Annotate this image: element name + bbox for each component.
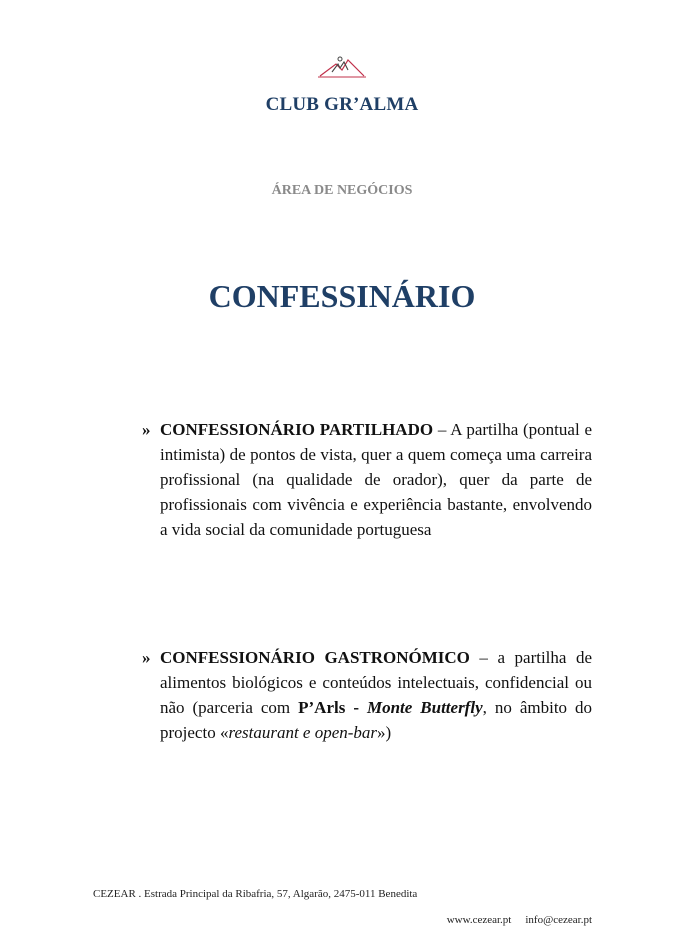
project-name: restaurant e open-bar [228, 723, 378, 742]
bullet-marker: » [142, 648, 151, 667]
section-heading: ÁREA DE NEGÓCIOS [271, 183, 413, 198]
item-heading: CONFESSIONÁRIO GASTRONÓMICO [160, 648, 470, 667]
website-link[interactable]: www.cezear.pt [446, 914, 512, 926]
partner-venue: Monte Butterfly [366, 698, 483, 717]
item-heading: CONFESSIONÁRIO PARTILHADO [160, 420, 434, 439]
item-description-part-a: – a partilha de alimentos biológicos e conteúdos intelectuais, confidencial ou não (parceria com [160, 648, 593, 717]
club-name: CLUB GR’ALMA [265, 94, 419, 115]
item-description-part-c: ») [377, 723, 392, 742]
club-gralma-logo-icon [318, 52, 366, 80]
item-description-part-b: , no âmbito do projecto « [160, 698, 593, 742]
footer-contact [447, 914, 592, 926]
list-item-gastronomic-confessional [142, 645, 593, 745]
item-description: – A partilha (pontual e intimista) de pontos de vista, quer a quem começa uma carreira profissional (na qualidade de orador), quer da parte de profissionais com vivência e experiência bastante, envolvendo a vida social da comunidade portuguesa [160, 420, 592, 539]
page-title: CONFESSINÁRIO [208, 278, 476, 314]
email-link[interactable]: info@cezear.pt [525, 914, 592, 926]
bullet-marker: » [142, 420, 151, 439]
footer-address: CEZEAR . Estrada Principal da Ribafria, 57, Algarão, 2475-011 Benedita [93, 888, 418, 900]
partner-name: P’Arls - [298, 698, 367, 717]
list-item-shared-confessional [142, 417, 592, 542]
